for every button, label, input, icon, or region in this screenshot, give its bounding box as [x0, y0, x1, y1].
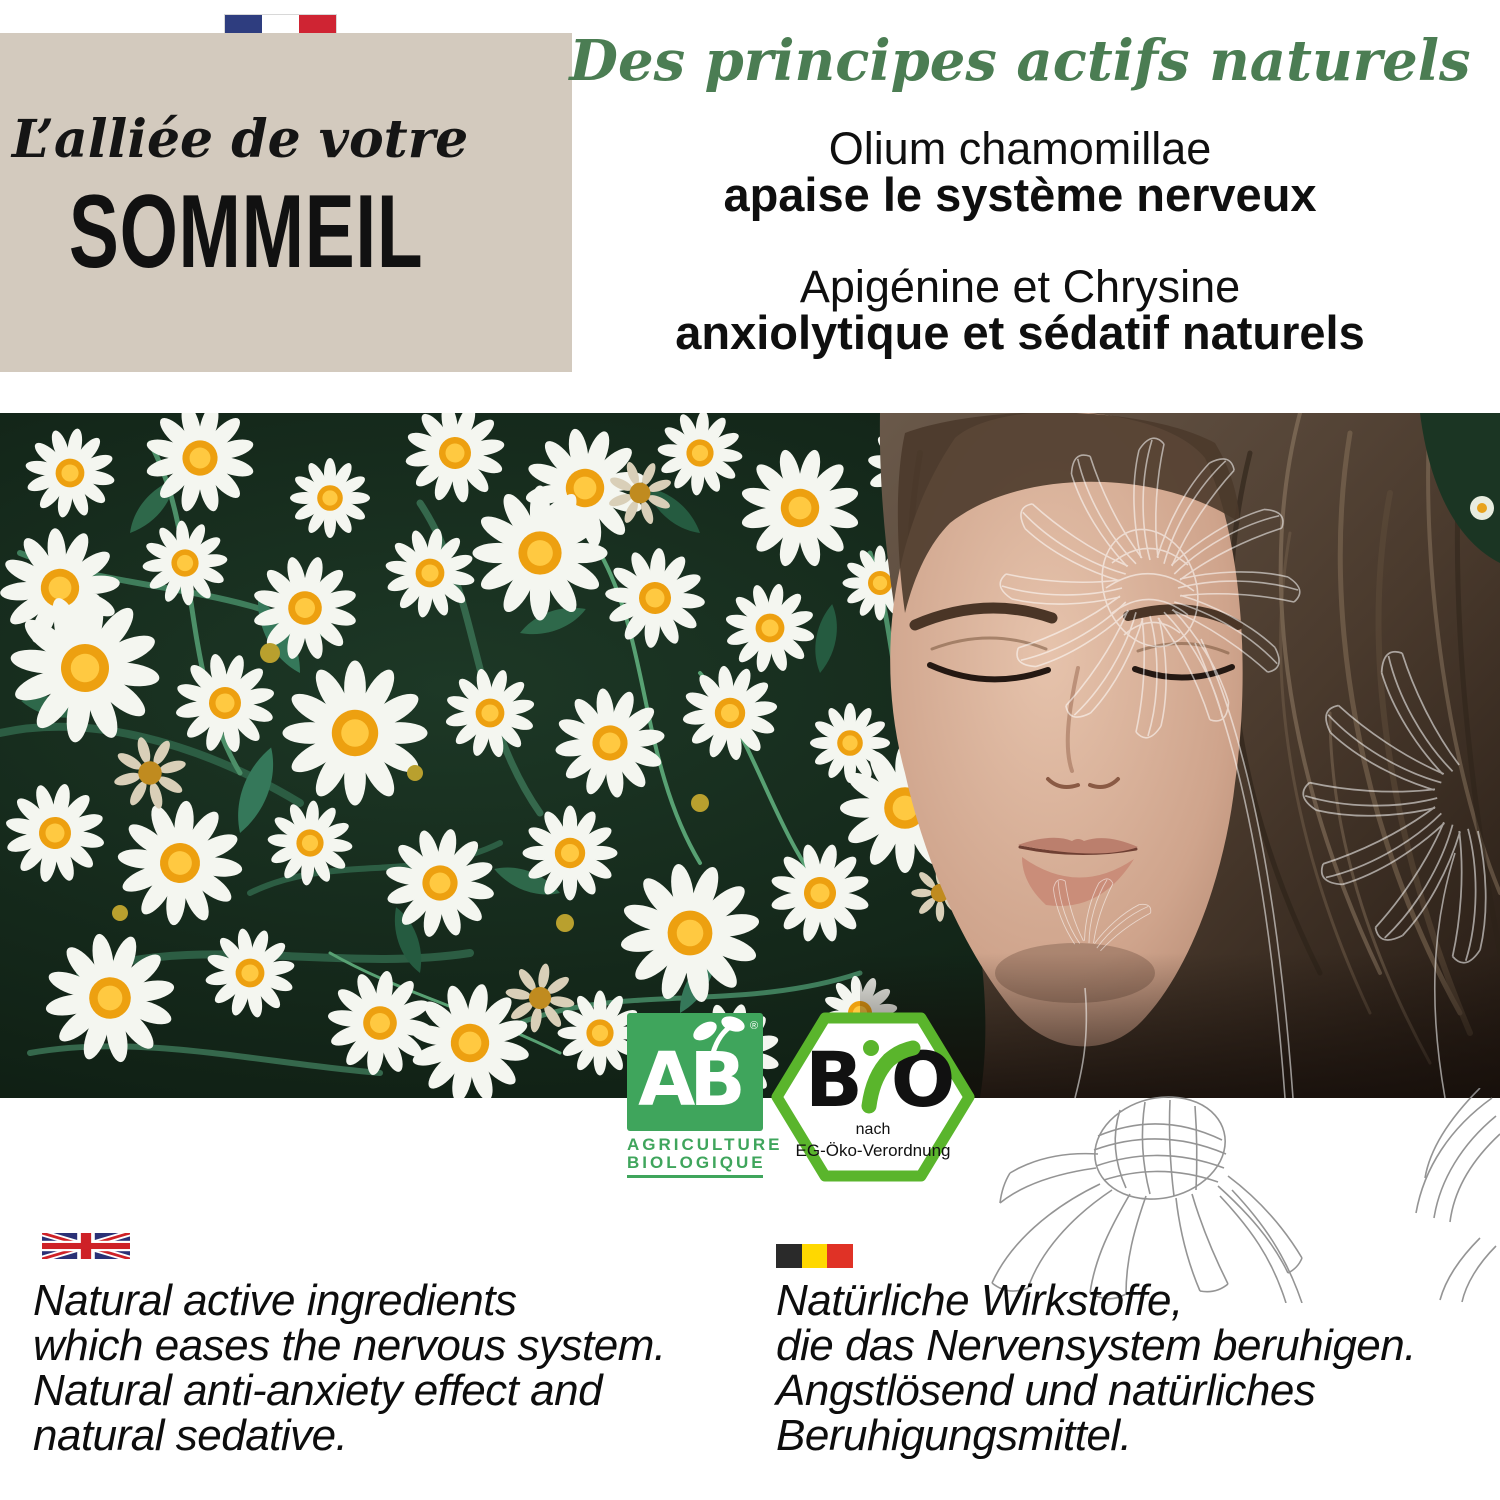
- uk-flag-icon: [42, 1233, 130, 1259]
- english-line-4: natural sedative.: [33, 1411, 348, 1460]
- title-script-line: L’alliée de votre: [11, 109, 469, 170]
- eu-bio-hexagon-logo: [771, 1010, 975, 1184]
- ab-caption-line-2: BIOLOGIQUE: [627, 1153, 766, 1172]
- claim-1-line-1: Olium chamomillae: [828, 123, 1212, 174]
- title-main-text: SOMMEIL: [68, 174, 424, 290]
- german-line-4: Beruhigungsmittel.: [776, 1411, 1132, 1460]
- france-flag-blue: [225, 15, 262, 33]
- france-flag-icon: [224, 14, 337, 34]
- english-line-3: Natural anti-anxiety effect and: [33, 1366, 603, 1415]
- english-line-2: which eases the nervous system.: [33, 1321, 666, 1370]
- english-line-1: Natural active ingredients: [33, 1276, 517, 1325]
- gray-engraved-flower: [980, 1088, 1500, 1303]
- german-line-3: Angstlösend und natürliches: [776, 1366, 1316, 1415]
- ab-logo-icon: [627, 1013, 763, 1131]
- bio-note-line-2: EG-Öko-Verordnung: [795, 1141, 951, 1160]
- german-line-1: Natürliche Wirkstoffe,: [776, 1276, 1183, 1325]
- bio-letter-o: O: [890, 1035, 956, 1124]
- chamomile-woman-photo: [0, 413, 1500, 1098]
- german-line-2: die das Nervensystem beruhigen.: [776, 1321, 1416, 1370]
- belgium-flag-yellow: [802, 1244, 828, 1268]
- title-main-line: [0, 174, 480, 290]
- bio-note-line-1: nach: [855, 1121, 891, 1138]
- bio-letter-b: B: [805, 1035, 863, 1124]
- claims-block: [555, 0, 1485, 413]
- ab-registered-mark: ®: [749, 1020, 759, 1032]
- belgium-flag-icon: [776, 1244, 853, 1268]
- belgium-flag-black: [776, 1244, 802, 1268]
- claim-1-line-2: apaise le système nerveux: [723, 168, 1317, 221]
- german-description: [776, 1278, 1500, 1458]
- france-flag-red: [299, 15, 336, 33]
- ab-letters: AB: [638, 1037, 740, 1123]
- claim-2-line-2: anxiolytique et sédatif naturels: [675, 306, 1365, 359]
- france-flag-white: [262, 15, 299, 33]
- belgium-flag-red: [827, 1244, 853, 1268]
- ab-agriculture-biologique-logo: [627, 1013, 783, 1183]
- ab-caption-underline: [627, 1175, 763, 1178]
- ab-caption-line-1: AGRICULTURE: [627, 1135, 783, 1154]
- claim-2-line-1: Apigénine et Chrysine: [799, 261, 1241, 312]
- english-description: [33, 1278, 753, 1458]
- claims-heading: Des principes actifs naturels: [569, 28, 1471, 94]
